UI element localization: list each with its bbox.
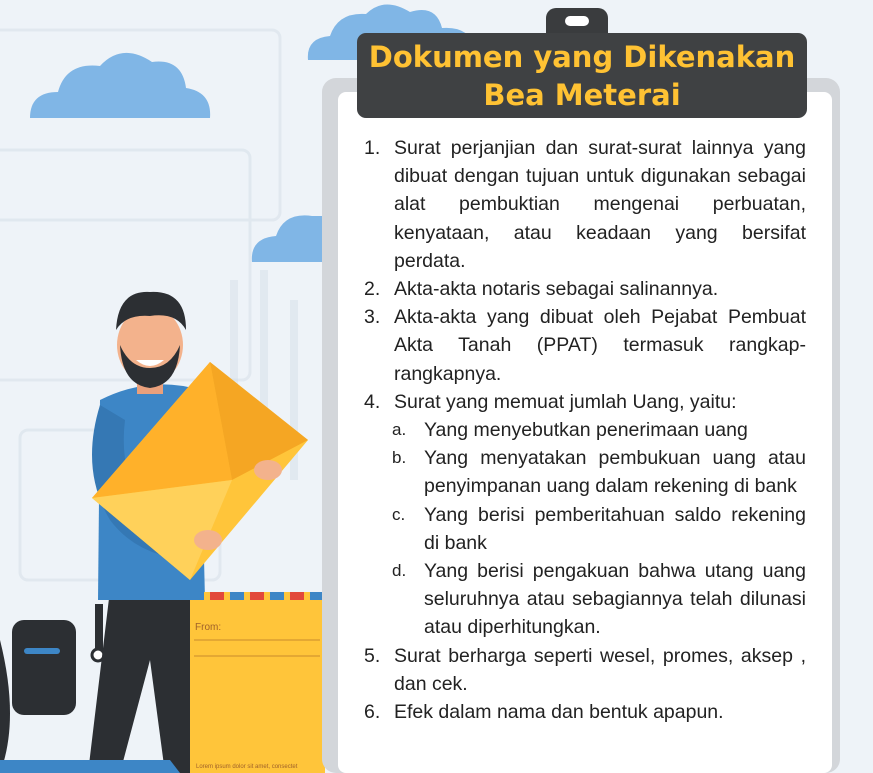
title-banner [357,33,807,118]
sub-list-item [392,444,806,500]
sub-list [360,416,806,642]
cloud-icon [30,53,210,118]
sub-list-item-letter: b. [392,448,407,468]
sub-list-item-letter: c. [392,504,406,524]
sub-list-item-text: Yang berisi pemberitahuan saldo rekening di bank [424,503,806,554]
envelope-from-label: From: [195,622,222,633]
list-item-number: 4. [364,390,381,413]
list-item-text: Akta-akta notaris sebagai salinannya. [394,278,719,301]
sub-list-item [392,416,806,444]
document-list [360,134,806,726]
luggage-icon [0,604,104,773]
clipboard-clasp-hole [565,16,589,26]
list-item-text: Surat yang memuat jumlah Uang, yaitu: [394,390,737,413]
list-item-number: 1. [364,137,381,159]
list-item-text: Efek dalam nama dan bentuk apapun. [394,701,724,724]
list-item-text: Surat perjanjian dan surat-surat lainnya yang dibuat dengan tujuan untuk digunakan sebagai alat pembuktian mengenai perbuatan, kenyataan, atau keadaan yang bersifat perdata. [394,137,806,272]
sub-list-item [392,501,806,557]
list-item [360,388,806,416]
list-item-number: 2. [364,278,381,301]
sub-list-item-letter: d. [392,561,407,581]
sub-list-container [360,416,806,642]
page-title-line-1: Dokumen yang Dikenakan [368,40,796,74]
list-item [360,275,806,303]
airmail-envelope-icon [190,592,325,773]
list-item-number: 6. [364,701,381,724]
list-item [360,642,806,698]
sub-list-item [392,557,806,642]
sub-list-item-text: Yang berisi pengakuan bahwa utang uang seluruhnya atau sebagiannya telah dilunasi atau diperhitungkan. [424,560,806,639]
sub-list-item-letter: a. [392,420,407,440]
list-item-text: Akta-akta yang dibuat oleh Pejabat Pembuat Akta Tanah (PPAT) termasuk rangkap-rangkapnya. [394,306,806,385]
sub-list-item-text: Yang menyatakan pembukuan uang atau penyimpanan uang dalam rekening di bank [424,447,806,498]
list-item [360,698,806,726]
list-item-text: Surat berharga seperti wesel, promes, aksep , dan cek. [394,644,806,695]
list-item [360,134,806,275]
page-title-line-2: Bea Meterai [483,78,681,112]
list-item [360,303,806,388]
sub-list-item-text: Yang menyebutkan penerimaan uang [424,419,748,442]
list-item-number: 3. [364,306,381,329]
envelope-lorem-text: Lorem ipsum dolor sit amet, consectet [196,764,298,770]
list-item-number: 5. [364,644,381,667]
cloud-icon [252,215,330,262]
